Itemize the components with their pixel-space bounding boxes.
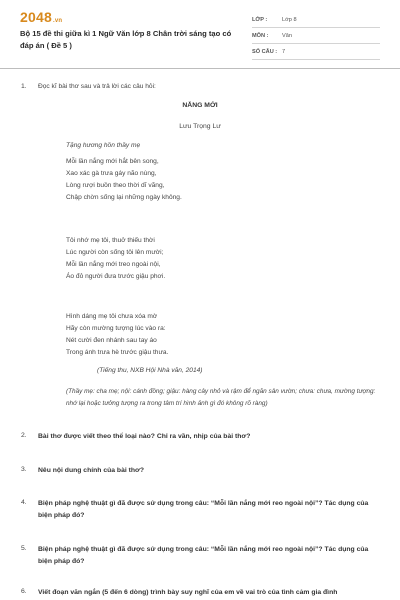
question-2-text: Bài thơ được viết theo thể loại nào? Chỉ ra vần, nhịp của bài thơ? [38, 433, 251, 440]
meta-class-label: LỚP : [252, 16, 268, 23]
question-3-number: 3. [21, 466, 27, 473]
document-meta [252, 12, 380, 60]
question-5-text: Biện pháp nghệ thuật gì đã được sử dụng trong câu: “Mỗi lần nắng mới reo ngoài nội”? Tác dụng của biện pháp đó? [38, 546, 369, 565]
question-4-text: Biện pháp nghệ thuật gì đã được sử dụng trong câu: “Mỗi lần nắng mới reo ngoài nội”? Tác dụng của biện pháp đó? [38, 500, 369, 519]
question-1-number: 1. [21, 83, 27, 90]
poem-line: Trong ánh trưa hè trước giậu thưa. [66, 349, 169, 357]
header-divider [0, 68, 400, 69]
meta-class-value: Lớp 8 [282, 16, 297, 23]
poem-line: Mỗi lần nắng mới treo ngoài nội, [66, 261, 161, 269]
site-logo[interactable] [20, 9, 62, 25]
poem-line: Xao xác gà trưa gáy não nùng, [66, 170, 157, 178]
question-1-text: Đọc kĩ bài thơ sau và trả lời các câu hỏi: [38, 83, 156, 90]
meta-subject-value: Văn [282, 32, 292, 39]
question-2-number: 2. [21, 432, 27, 439]
meta-count-row [252, 44, 380, 60]
poem-title: NẮNG MỚI [182, 102, 218, 109]
page-header [0, 0, 400, 66]
poem-line: Hình dáng mẹ tôi chưa xóa mờ [66, 313, 158, 320]
poem-line: Tôi nhớ mẹ tôi, thuở thiếu thời [66, 237, 155, 244]
poem-glossary-note: (Thầy mẹ: cha mẹ; nội: cánh đồng; giậu: hàng cây nhỏ và rậm để ngăn sân vườn; chưa: chưa, mường tượng: nhớ lại hoặc tưởng tượng ra trong tâm trí hình ảnh gì đó không rõ ràng) [66, 388, 376, 407]
poem-author: Lưu Trọng Lư [179, 123, 221, 130]
meta-class-row [252, 12, 380, 28]
poem-line: Mỗi lần nắng mới hắt bên song, [66, 158, 159, 165]
poem-line: Nét cười đen nhánh sau tay áo [66, 337, 157, 345]
meta-subject-label: MÔN : [252, 32, 269, 39]
poem-line: Áo đỏ người đưa trước giậu phơi. [66, 273, 166, 281]
poem-line: Lúc người còn sống tôi lên mười; [66, 249, 164, 257]
question-6-text: Viết đoạn văn ngắn (5 đến 6 dòng) trình bày suy nghĩ của em về vai trò của tình cảm gia đình [38, 589, 338, 596]
poem-line: Lòng rượi buồn theo thời dĩ vãng, [66, 182, 165, 190]
poem-line: Hãy còn mường tượng lúc vào ra: [66, 325, 166, 333]
logo-suffix: .vn [52, 18, 63, 24]
poem-stanza-1 [66, 156, 182, 204]
poem-stanza-3 [66, 311, 168, 359]
poem-stanza-2 [66, 235, 165, 283]
meta-count-value: 7 [282, 48, 286, 55]
meta-count-label: SỐ CÂU : [252, 48, 278, 55]
question-4-number: 4. [21, 499, 27, 506]
poem-dedication: Tặng hương hồn thầy mẹ [66, 142, 141, 149]
question-6-number: 6. [21, 588, 27, 595]
document-title: Bộ 15 đề thi giữa kì 1 Ngữ Văn lớp 8 Chân trời sáng tạo có đáp án ( Đề 5 ) [20, 29, 232, 50]
poem-line: Chập chờn sống lại những ngày không. [66, 194, 182, 202]
question-5-number: 5. [21, 545, 27, 552]
meta-subject-row [252, 28, 380, 44]
poem-source: (Tiếng thu, NXB Hội Nhà văn, 2014) [97, 367, 203, 374]
question-3-text: Nêu nội dung chính của bài thơ? [38, 467, 145, 474]
logo-text: 2048 [20, 9, 52, 25]
